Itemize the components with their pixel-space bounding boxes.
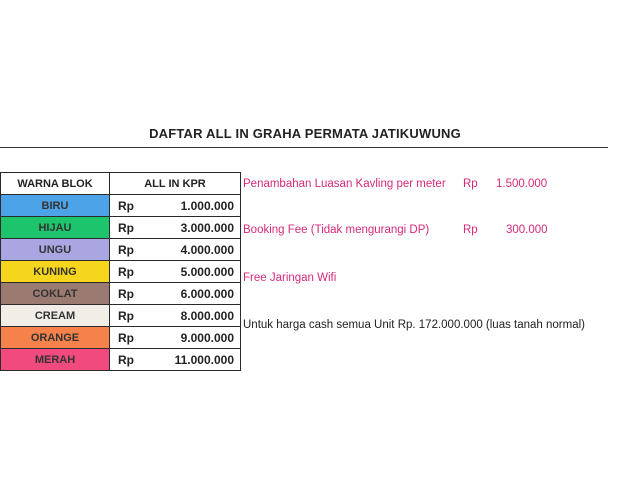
warna-blok-cell: HIJAU: [1, 217, 110, 239]
price-table: [0, 172, 241, 371]
warna-blok-cell: KUNING: [1, 261, 110, 283]
warna-blok-cell: CREAM: [1, 305, 110, 327]
kpr-price-cell: [110, 349, 241, 371]
title-underline: [0, 147, 608, 148]
note-booking-label: Booking Fee (Tidak mengurangi DP): [243, 224, 430, 236]
price-amount: 6.000.000: [180, 286, 234, 301]
currency-label: Rp: [118, 264, 134, 279]
kpr-price-cell: [110, 261, 241, 283]
note-booking-currency: Rp: [463, 224, 478, 236]
kpr-price-cell: [110, 195, 241, 217]
kpr-price-cell: [110, 305, 241, 327]
table-row: [1, 239, 241, 261]
warna-blok-cell: MERAH: [1, 349, 110, 371]
warna-blok-cell: COKLAT: [1, 283, 110, 305]
currency-label: Rp: [118, 220, 134, 235]
currency-label: Rp: [118, 352, 134, 367]
note-luasan-currency: Rp: [463, 178, 478, 190]
note-booking: [243, 224, 429, 236]
table-row: [1, 327, 241, 349]
note-luasan: [243, 178, 446, 190]
warna-blok-cell: ORANGE: [1, 327, 110, 349]
price-amount: 4.000.000: [180, 242, 234, 257]
kpr-price-cell: [110, 283, 241, 305]
currency-label: Rp: [118, 242, 134, 257]
price-amount: 11.000.000: [174, 352, 234, 367]
note-luasan-label: Penambahan Luasan Kavling per meter: [243, 178, 446, 190]
price-amount: 1.000.000: [180, 198, 234, 213]
header-warna-blok: WARNA BLOK: [1, 173, 110, 195]
currency-label: Rp: [118, 330, 134, 345]
table-header-row: [1, 173, 241, 195]
table-row: [1, 195, 241, 217]
currency-label: Rp: [118, 286, 134, 301]
price-amount: 5.000.000: [180, 264, 234, 279]
note-luasan-amount: 1.500.000: [496, 178, 548, 190]
currency-label: Rp: [118, 198, 134, 213]
table-row: [1, 349, 241, 371]
table-row: [1, 217, 241, 239]
note-wifi: Free Jaringan Wifi: [243, 272, 337, 284]
table-row: [1, 283, 241, 305]
kpr-price-cell: [110, 217, 241, 239]
price-amount: 8.000.000: [180, 308, 234, 323]
warna-blok-cell: BIRU: [1, 195, 110, 217]
table-row: [1, 305, 241, 327]
currency-label: Rp: [118, 308, 134, 323]
price-amount: 3.000.000: [180, 220, 234, 235]
kpr-price-cell: [110, 239, 241, 261]
kpr-price-cell: [110, 327, 241, 349]
table-row: [1, 261, 241, 283]
note-cash: Untuk harga cash semua Unit Rp. 172.000.000 (luas tanah normal): [243, 319, 586, 331]
note-booking-amount: 300.000: [506, 224, 548, 236]
page-title: DAFTAR ALL IN GRAHA PERMATA JATIKUWUNG: [149, 126, 461, 141]
price-amount: 9.000.000: [180, 330, 234, 345]
header-all-in-kpr: ALL IN KPR: [110, 173, 241, 195]
warna-blok-cell: UNGU: [1, 239, 110, 261]
